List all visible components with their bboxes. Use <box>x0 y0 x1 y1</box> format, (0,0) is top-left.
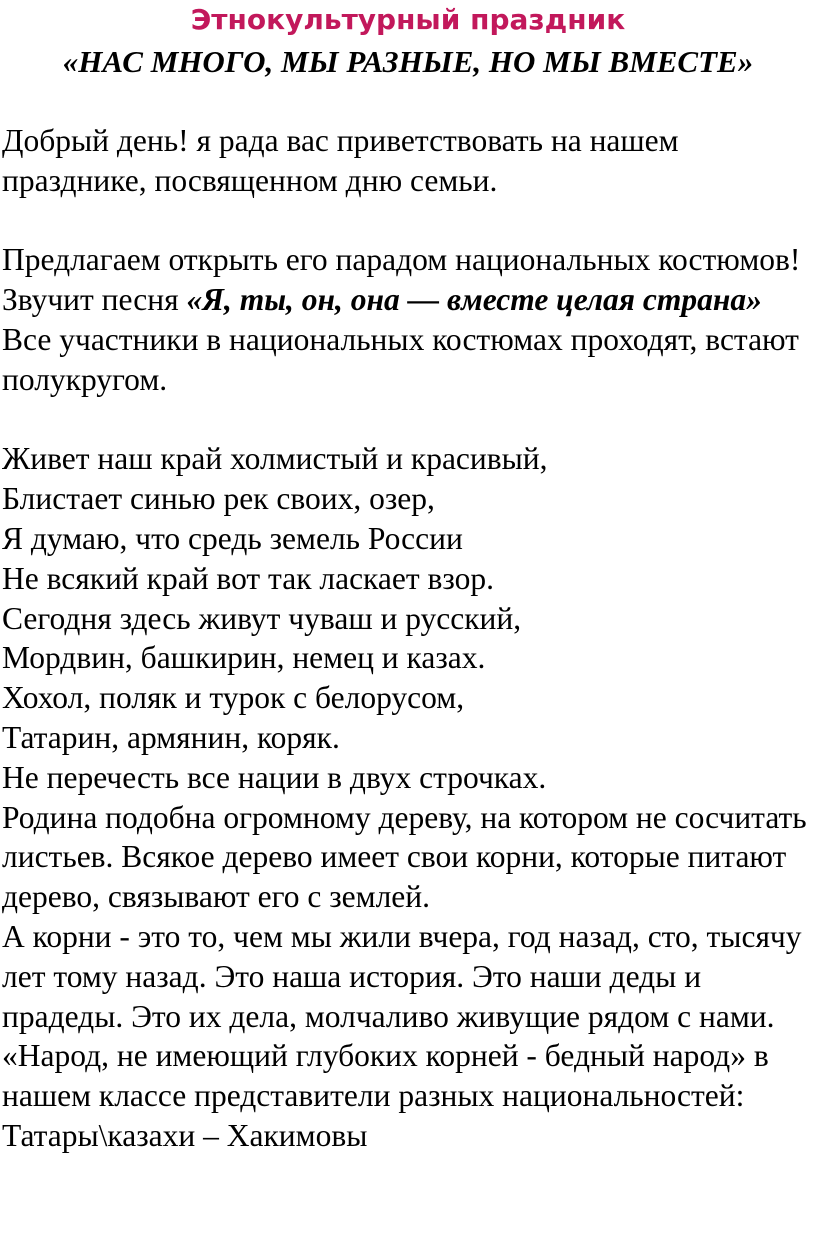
poem-line: Не всякий край вот так ласкает взор. <box>2 560 494 596</box>
family-line: Татары\казахи – Хакимовы <box>2 1117 368 1153</box>
homeland-paragraph: Родина подобна огромному дереву, на котором не сосчитать листьев. Всякое дерево имеет свои корни, которые питают дерево, связывают его с землей. <box>2 799 807 915</box>
poem-line: Мордвин, башкирин, немец и казах. <box>2 640 486 676</box>
poem-line: Не перечесть все нации в двух строчках. <box>2 759 547 795</box>
event-subtitle: «НАС МНОГО, МЫ РАЗНЫЕ, НО МЫ ВМЕСТЕ» <box>62 44 754 79</box>
poem-line: Сегодня здесь живут чуваш и русский, <box>2 600 522 636</box>
song-suffix: Все участники в национальных костюмах проходят, встают полукругом. <box>2 321 799 397</box>
poem-line: Я думаю, что средь земель России <box>2 520 463 556</box>
poem-line: Хохол, поляк и турок с белорусом, <box>2 680 465 716</box>
song-prefix: Звучит песня <box>2 282 187 318</box>
event-title: Этнокультурный праздник <box>190 3 626 36</box>
song-paragraph <box>2 280 814 399</box>
document-body <box>2 121 814 1156</box>
song-title: «Я, ты, он, она — вместе целая страна» <box>186 282 762 318</box>
poem-line: Татарин, армянин, коряк. <box>2 719 340 755</box>
paragraph-spacer <box>2 201 814 241</box>
greeting-paragraph: Добрый день! я рада вас приветствовать на нашем празднике, посвященном дню семьи. <box>2 123 679 198</box>
poem-line: Блистает синью рек своих, озер, <box>2 481 435 517</box>
roots-paragraph: А корни - это то, чем мы жили вчера, год назад, сто, тысячу лет тому назад. Это наша история. Это наши деды и прадеды. Это их дела, молчаливо живущие рядом с нами. «Народ, не имеющий глубоких корней - бедный народ» в нашем классе представители разных национальностей: <box>2 918 802 1114</box>
poem-line: Живет наш край холмистый и красивый, <box>2 441 548 477</box>
parade-paragraph: Предлагаем открыть его парадом национальных костюмов! <box>2 242 801 278</box>
paragraph-spacer <box>2 400 814 440</box>
